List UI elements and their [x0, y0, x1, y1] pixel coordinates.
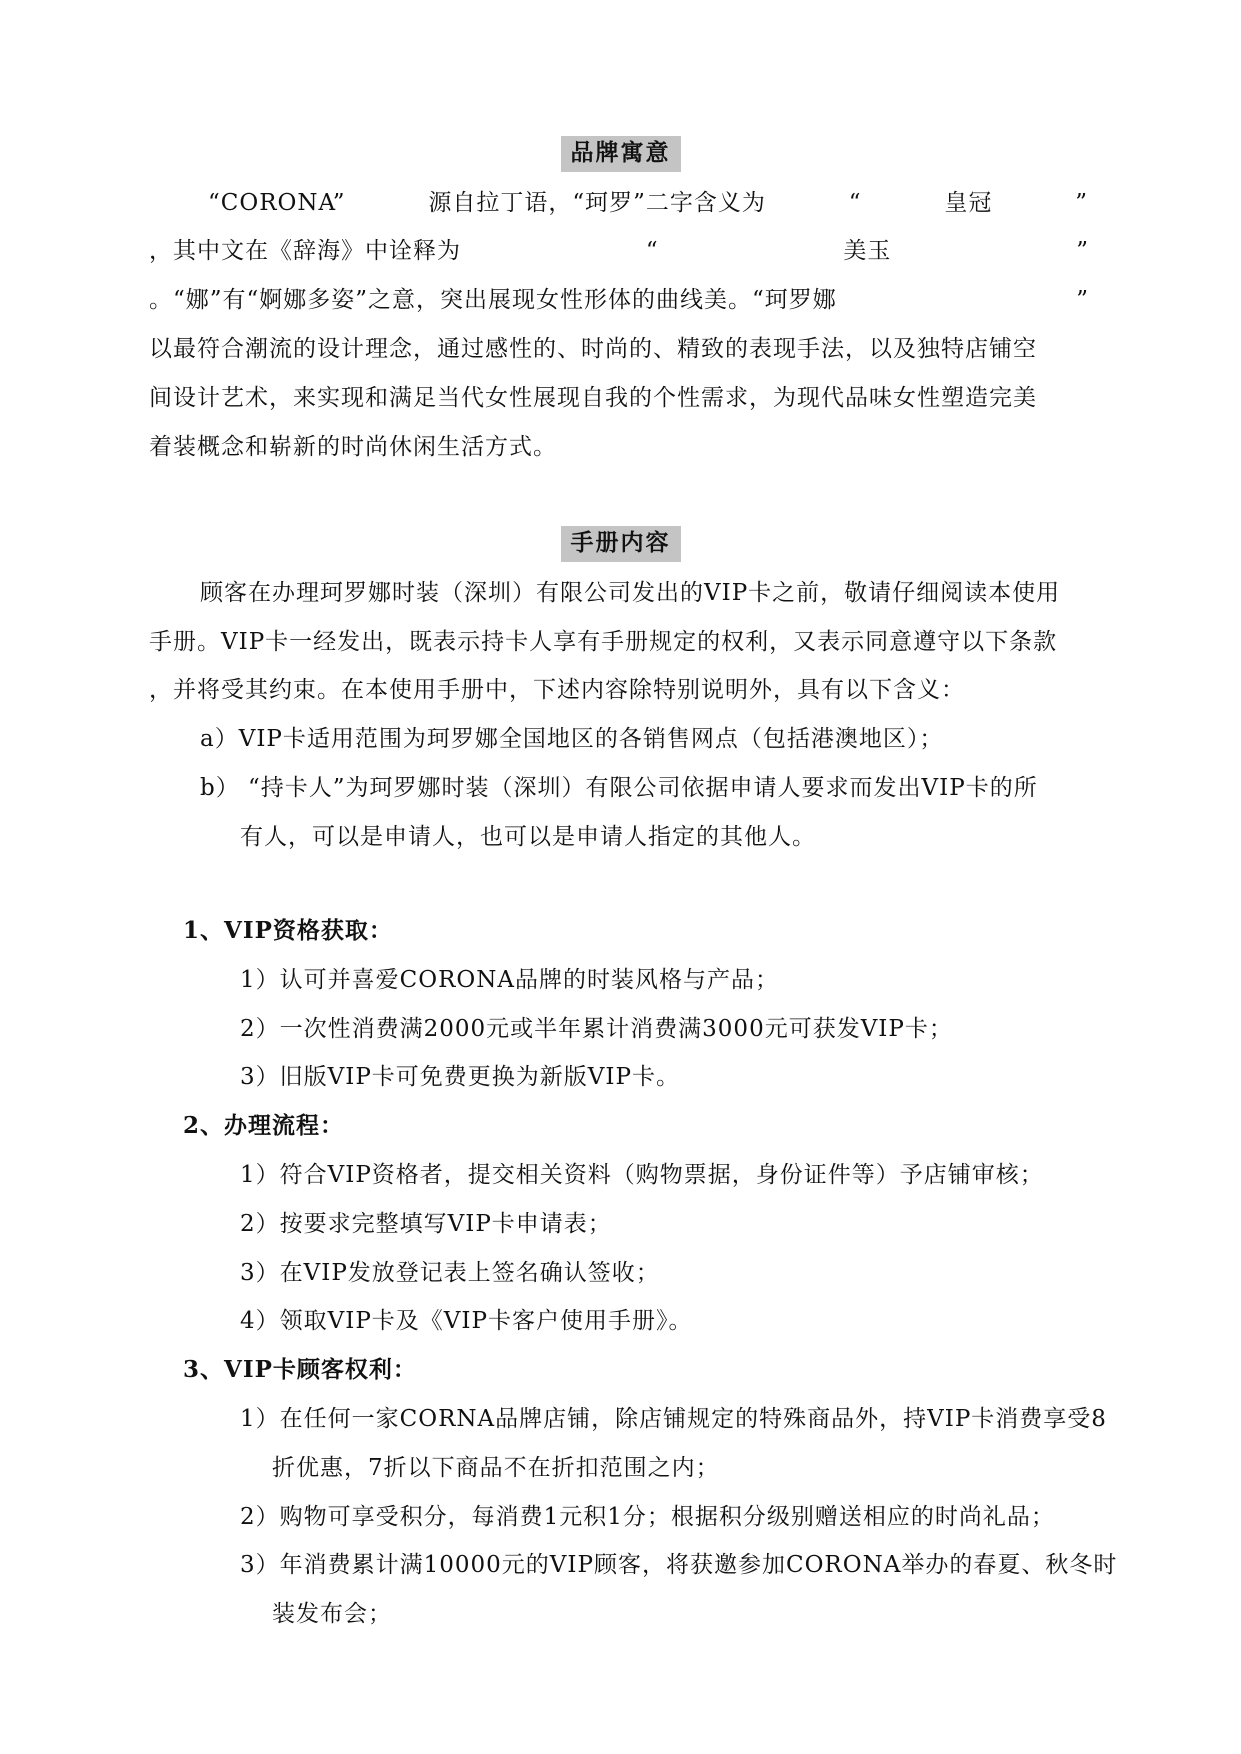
list-item: 3）旧版VIP卡可免费更换为新版VIP卡。: [240, 1064, 680, 1090]
paragraph-line: 着装概念和崭新的时尚休闲生活方式。: [149, 434, 557, 460]
list-item: 3）年消费累计满10000元的VIP顾客，将获邀参加CORONA举办的春夏、秋冬时: [240, 1552, 1118, 1578]
list-item: 1）在任何一家CORNA品牌店铺，除店铺规定的特殊商品外，持VIP卡消费享受8: [240, 1406, 1107, 1432]
paragraph-line: 间设计艺术，来实现和满足当代女性展现自我的个性需求，为现代品味女性塑造完美: [149, 385, 1037, 411]
definition-item-b-cont: 有人，可以是申请人，也可以是申请人指定的其他人。: [240, 824, 816, 850]
paragraph-line: 以最符合潮流的设计理念，通过感性的、时尚的、精致的表现手法，以及独特店铺空: [149, 336, 1037, 362]
paragraph-line: “CORONA” 源自拉丁语，“珂罗”二字含义为 “ 皇冠 ”: [208, 190, 1088, 216]
paragraph-line: 手册。VIP卡一经发出，既表示持卡人享有手册规定的权利，又表示同意遵守以下条款: [149, 629, 1058, 655]
list-item-cont: 折优惠，7折以下商品不在折扣范围之内；: [272, 1455, 720, 1481]
subsection-title-vip-rights: 3、VIP卡顾客权利：: [183, 1356, 417, 1383]
list-item-cont: 装发布会；: [272, 1601, 392, 1627]
paragraph-line: 。“娜”有“婀娜多姿”之意，突出展现女性形体的曲线美。“珂罗娜 ”: [149, 287, 1089, 313]
paragraph-line: 顾客在办理珂罗娜时装（深圳）有限公司发出的VIP卡之前，敬请仔细阅读本使用: [200, 580, 1061, 606]
paragraph-line: ，其中文在《辞海》中诠释为 “ 美玉 ”: [149, 238, 1089, 264]
list-item: 2）一次性消费满2000元或半年累计消费满3000元可获发VIP卡；: [240, 1016, 953, 1042]
definition-item-a: a）VIP卡适用范围为珂罗娜全国地区的各销售网点（包括港澳地区）；: [200, 726, 944, 752]
section-heading-manual-content: 手册内容: [561, 526, 681, 562]
list-item: 1）认可并喜爱CORONA品牌的时装风格与产品；: [240, 967, 779, 993]
subsection-title-vip-qualification: 1、VIP资格获取：: [183, 917, 393, 944]
paragraph-line: ，并将受其约束。在本使用手册中，下述内容除特别说明外，具有以下含义：: [149, 677, 965, 703]
definition-item-b: b） “持卡人”为珂罗娜时装（深圳）有限公司依据申请人要求而发出VIP卡的所: [200, 775, 1038, 801]
section-heading-brand-meaning: 品牌寓意: [561, 136, 681, 172]
list-item: 3）在VIP发放登记表上签名确认签收；: [240, 1260, 660, 1286]
list-item: 1）符合VIP资格者，提交相关资料（购物票据，身份证件等）予店铺审核；: [240, 1162, 1044, 1188]
list-item: 2）购物可享受积分，每消费1元积1分；根据积分级别赠送相应的时尚礼品；: [240, 1504, 1055, 1530]
subsection-title-process: 2、办理流程：: [183, 1112, 345, 1139]
list-item: 2）按要求完整填写VIP卡申请表；: [240, 1211, 612, 1237]
list-item: 4）领取VIP卡及《VIP卡客户使用手册》。: [240, 1308, 693, 1334]
